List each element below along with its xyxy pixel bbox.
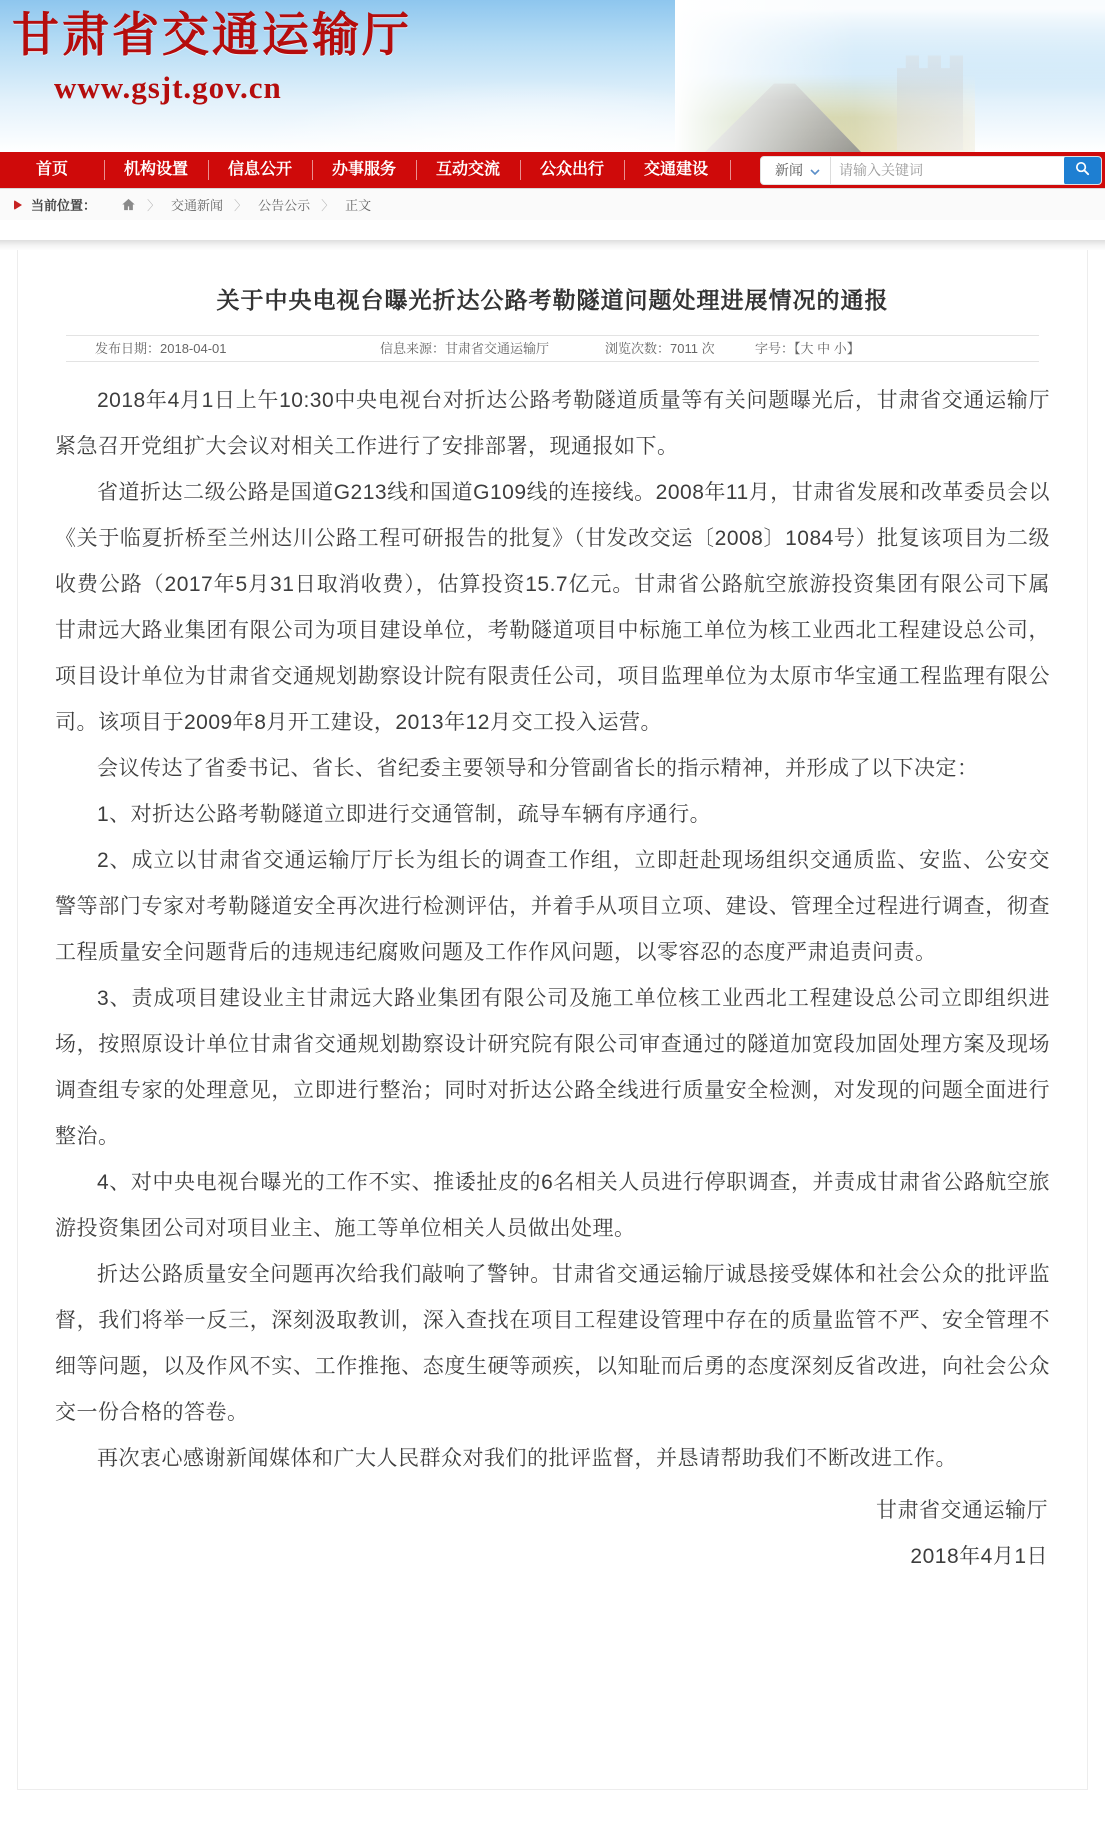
site-logo-title: 甘肃省交通运输厅 xyxy=(12,10,412,62)
nav-item-public-travel[interactable]: 公众出行 xyxy=(520,152,624,188)
search-category-label: 新闻 xyxy=(775,162,803,178)
info-source xyxy=(380,336,549,361)
signature-org: 甘肃省交通运输厅 xyxy=(876,1499,1048,1522)
nav-item-home[interactable]: 首页 xyxy=(35,161,68,178)
publish-date-value: 2018-04-01 xyxy=(160,341,227,356)
info-source-label: 信息来源： xyxy=(380,341,446,356)
search-button[interactable] xyxy=(1064,156,1101,185)
signature-date: 2018年4月1日 xyxy=(910,1545,1048,1568)
font-size-control xyxy=(755,336,860,361)
article-body xyxy=(18,362,1087,1580)
home-icon[interactable] xyxy=(121,197,136,212)
article-paragraph-4: 1、对折达公路考勒隧道立即进行交通管制，疏导车辆有序通行。 xyxy=(97,803,712,826)
publish-date xyxy=(95,336,227,361)
breadcrumb-separator: 〉 xyxy=(147,198,161,213)
article-paragraph-3: 会议传达了省委书记、省长、省纪委主要领导和分管副省长的指示精神，并形成了以下决定： xyxy=(97,757,979,780)
site-logo-url: www.gsjt.gov.cn xyxy=(54,70,282,106)
banner-road-image xyxy=(675,0,1105,152)
banner-road-art xyxy=(675,57,975,152)
view-count xyxy=(605,336,715,361)
article xyxy=(17,250,1088,1790)
nav-item-construction[interactable]: 交通建设 xyxy=(624,152,728,188)
breadcrumb-separator: 〉 xyxy=(234,198,248,213)
nav-divider xyxy=(730,160,731,180)
nav-item-interaction[interactable]: 互动交流 xyxy=(416,152,520,188)
article-paragraph-5: 2、成立以甘肃省交通运输厅厅长为组长的调查工作组，立即赶赴现场组织交通质监、安监、公安交警等部门专家对考勒隧道安全再次进行检测评估，并着手从项目立项、建设、管理全过程进行调查，彻查工程质量安全问题背后的违规违纪腐败问题及工作作风问题，以零容忍的态度严肃追责问责。 xyxy=(55,849,1050,964)
search-icon xyxy=(1074,160,1091,180)
banner-field-art xyxy=(675,74,975,152)
font-size-label: 字号： xyxy=(755,341,795,356)
breadcrumb xyxy=(0,188,1105,220)
chevron-down-icon xyxy=(810,162,820,178)
breadcrumb-link-notices[interactable]: 公告公示 xyxy=(258,198,311,213)
search-widget xyxy=(760,156,1102,185)
article-paragraph-7: 4、对中央电视台曝光的工作不实、推诿扯皮的6名相关人员进行停职调查，并责成甘肃省公路航空旅游投资集团公司对项目业主、施工等单位相关人员做出处理。 xyxy=(55,1171,1050,1240)
article-paragraph-1: 2018年4月1日上午10:30中央电视台对折达公路考勒隧道质量等有关问题曝光后，甘肃省交通运输厅紧急召开党组扩大会议对相关工作进行了安排部署，现通报如下。 xyxy=(55,389,1050,458)
content-top-shadow xyxy=(0,240,1105,250)
main-nav xyxy=(0,152,1105,188)
site-banner xyxy=(0,0,1105,152)
nav-item-services[interactable]: 办事服务 xyxy=(312,152,416,188)
publish-date-label: 发布日期： xyxy=(95,341,161,356)
info-source-value: 甘肃省交通运输厅 xyxy=(445,341,550,356)
banner-great-wall-art xyxy=(875,45,985,150)
breadcrumb-label: 当前位置： xyxy=(31,198,97,213)
breadcrumb-separator: 〉 xyxy=(321,198,335,213)
article-paragraph-2: 省道折达二级公路是国道G213线和国道G109线的连接线。2008年11月，甘肃省发展和改革委员会以《关于临夏折桥至兰州达川公路工程可研报告的批复》（甘发改交运〔2008〕1084号）批复该项目为二级收费公路（2017年5月31日取消收费），估算投资15.7亿元。甘肃省公路航空旅游投资集团有限公司下属甘肃远大路业集团有限公司为项目建设单位，考勒隧道项目中标施工单位为核工业西北工程建设总公司，项目设计单位为甘肃省交通规划勘察设计院有限责任公司，项目监理单位为太原市华宝通工程监理有限公司。该项目于2009年8月开工建设，2013年12月交工投入运营。 xyxy=(55,481,1050,734)
view-count-value: 7011 次 xyxy=(670,341,715,356)
signature-block xyxy=(55,1488,1050,1580)
font-size-options[interactable]: 【大 中 小】 xyxy=(794,341,860,356)
article-meta-bar xyxy=(66,335,1039,362)
breadcrumb-current: 正文 xyxy=(345,198,372,213)
nav-item-org[interactable]: 机构设置 xyxy=(104,152,208,188)
article-paragraph-8: 折达公路质量安全问题再次给我们敲响了警钟。甘肃省交通运输厅诚恳接受媒体和社会公众的批评监督，我们将举一反三，深刻汲取教训，深入查找在项目工程建设管理中存在的质量监管不严、安全管理不细等问题，以及作风不实、工作推拖、态度生硬等顽疾，以知耻而后勇的态度深刻反省改进，向社会公众交一份合格的答卷。 xyxy=(55,1263,1050,1424)
site-logo xyxy=(12,8,412,106)
breadcrumb-link-traffic-news[interactable]: 交通新闻 xyxy=(171,198,224,213)
nav-item-info-disclosure[interactable]: 信息公开 xyxy=(208,152,312,188)
article-paragraph-6: 3、责成项目建设业主甘肃远大路业集团有限公司及施工单位核工业西北工程建设总公司立即组织进场，按照原设计单位甘肃省交通规划勘察设计研究院有限公司审查通过的隧道加宽段加固处理方案及现场调查组专家的处理意见，立即进行整治；同时对折达公路全线进行质量安全检测，对发现的问题全面进行整治。 xyxy=(55,987,1050,1148)
search-category-dropdown[interactable] xyxy=(761,157,831,184)
view-count-label: 浏览次数： xyxy=(605,341,671,356)
spacer xyxy=(0,220,1105,240)
search-input[interactable] xyxy=(831,157,1064,184)
red-arrow-icon xyxy=(14,200,22,210)
article-title: 关于中央电视台曝光折达公路考勒隧道问题处理进展情况的通报 xyxy=(216,287,889,313)
article-paragraph-9: 再次衷心感谢新闻媒体和广大人民群众对我们的批评监督，并恳请帮助我们不断改进工作。 xyxy=(97,1447,957,1470)
